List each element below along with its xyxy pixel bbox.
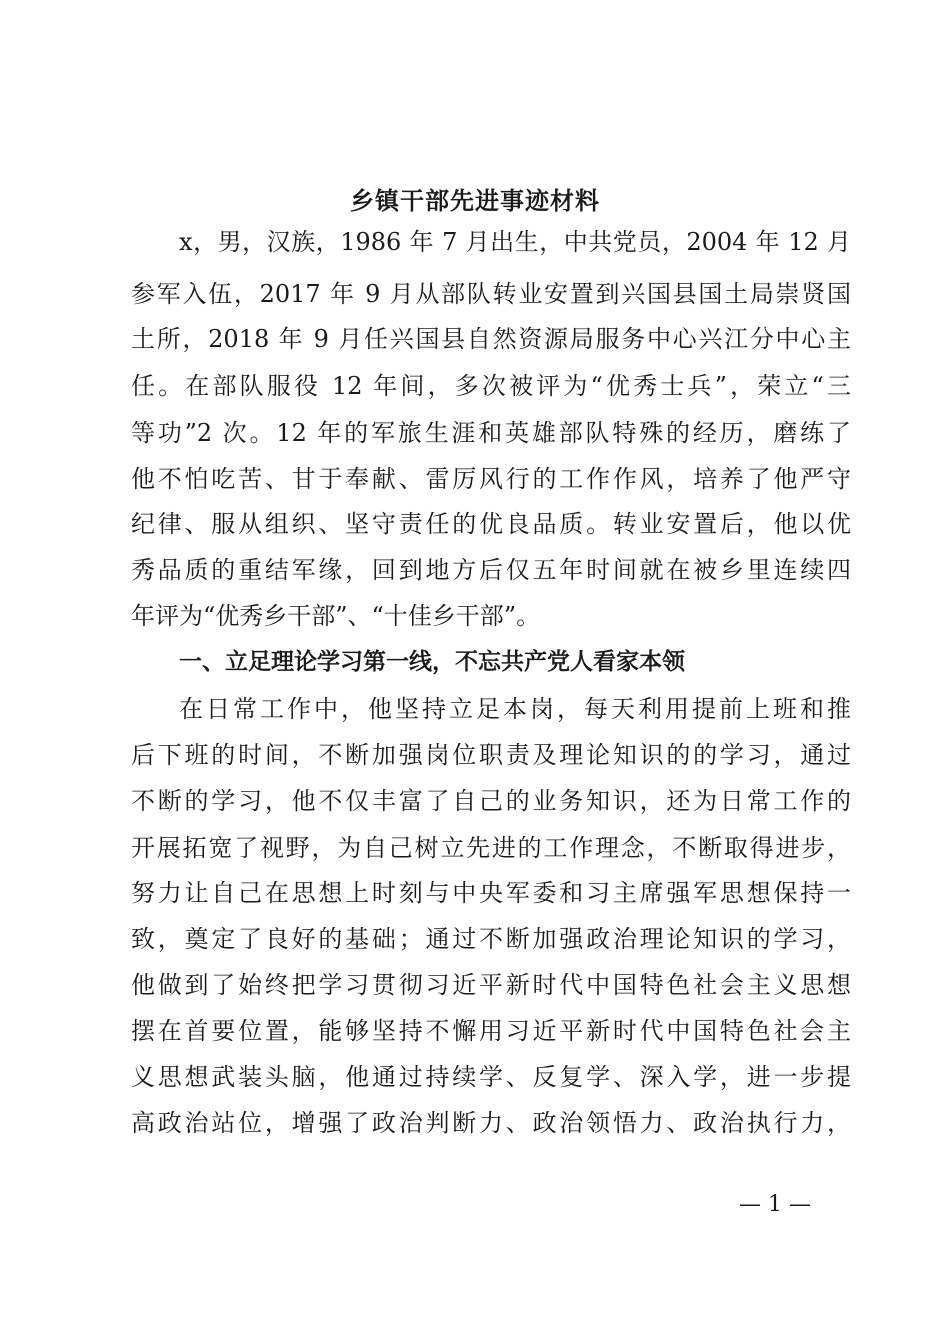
paragraph-line: x，男，汉族，1986 年 7 月出生，中共党员，2004 年 12 月: [179, 228, 851, 256]
paragraph-line: 摆在首要位置，能够坚持不懈用习近平新时代中国特色社会主: [131, 1017, 851, 1045]
paragraph-line: 年评为“优秀乡干部”、“十佳乡干部”。: [131, 602, 541, 630]
paragraph-line: 参军入伍，2017 年 9 月从部队转业安置到兴国县国土局崇贤国: [131, 280, 851, 308]
paragraph-line: 在日常工作中，他坚持立足本岗，每天利用提前上班和推: [179, 695, 851, 723]
paragraph-line: 他做到了始终把学习贯彻习近平新时代中国特色社会主义思想: [131, 971, 851, 999]
paragraph-line: 高政治站位，增强了政治判断力、政治领悟力、政治执行力，: [131, 1109, 851, 1137]
paragraph-line: 开展拓宽了视野，为自己树立先进的工作理念，不断取得进步，: [131, 834, 851, 862]
paragraph-line: 后下班的时间，不断加强岗位职责及理论知识的的学习，通过: [131, 741, 851, 769]
paragraph-line: 任。在部队服役 12 年间，多次被评为“优秀士兵”，荣立“三: [131, 372, 851, 400]
paragraph-line: 致，奠定了良好的基础；通过不断加强政治理论知识的学习，: [131, 925, 851, 953]
paragraph-line: 等功”2 次。12 年的军旅生涯和英雄部队特殊的经历，磨练了: [131, 419, 851, 447]
paragraph-line: 土所，2018 年 9 月任兴国县自然资源局服务中心兴江分中心主: [131, 325, 851, 353]
page-number: — 1 —: [739, 1192, 811, 1217]
section-heading: 一、立足理论学习第一线，不忘共产党人看家本领: [179, 649, 685, 675]
paragraph-line: 义思想武装头脑，他通过持续学、反复学、深入学，进一步提: [131, 1063, 851, 1091]
paragraph-line: 他不怕吃苦、甘于奉献、雷厉风行的工作作风，培养了他严守: [131, 465, 851, 493]
paragraph-line: 秀品质的重结军缘，回到地方后仅五年时间就在被乡里连续四: [131, 556, 851, 584]
paragraph-line: 纪律、服从组织、坚守责任的优良品质。转业安置后，他以优: [131, 510, 851, 538]
document-title: 乡镇干部先进事迹材料: [350, 186, 600, 215]
paragraph-line: 不断的学习，他不仅丰富了自己的业务知识，还为日常工作的: [131, 787, 851, 815]
paragraph-line: 努力让自己在思想上时刻与中央军委和习主席强军思想保持一: [131, 879, 851, 907]
